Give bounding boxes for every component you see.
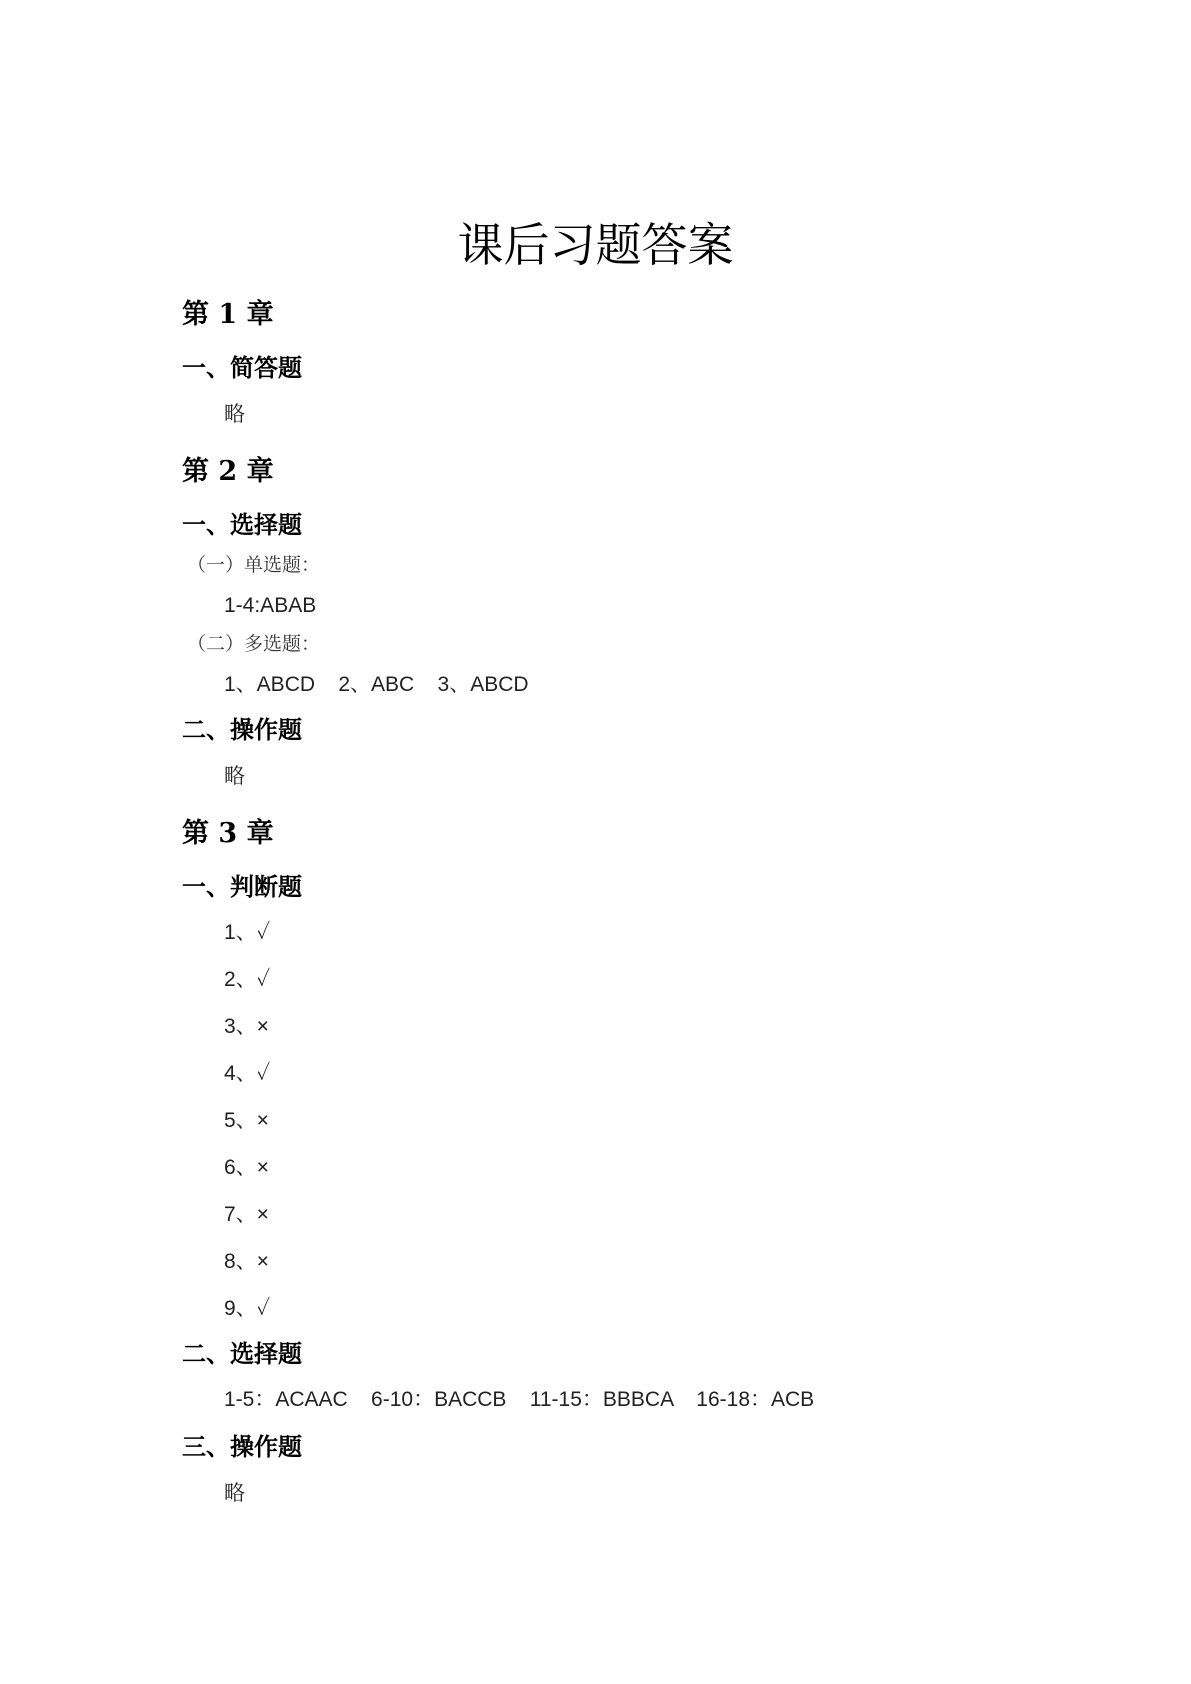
ch3-judgment-item: 9、✓: [224, 1297, 271, 1320]
chapter-1-heading: 第 1 章: [182, 299, 274, 330]
ch3-choice-answer: 1-5：ACAAC 6-10：BACCB 11-15：BBBCA 16-18：ACB: [224, 1388, 815, 1411]
ch3-judgment-item: 5、×: [224, 1109, 269, 1132]
chapter-2-heading: 第 2 章: [182, 456, 274, 487]
ch3-judgment-item: 1、✓: [224, 921, 271, 944]
ch2-single-choice-answer: 1-4:ABAB: [224, 594, 317, 617]
ch2-multi-choice-label: （二）多选题：: [187, 633, 321, 655]
ch2-choice-heading: 一、选择题: [182, 510, 302, 539]
ch3-judgment-item: 2、✓: [224, 968, 271, 991]
ch2-operation-heading: 二、操作题: [182, 715, 302, 744]
ch3-judgment-item: 6、×: [224, 1156, 269, 1179]
ch2-single-choice-label: （一）单选题：: [187, 554, 321, 576]
ch2-multi-choice-answer: 1、ABCD 2、ABC 3、ABCD: [224, 673, 529, 696]
ch1-short-answer-text: 略: [224, 402, 245, 426]
ch2-operation-text: 略: [224, 764, 245, 788]
ch3-judgment-item: 3、×: [224, 1015, 269, 1038]
ch3-operation-heading: 三、操作题: [182, 1432, 302, 1461]
ch3-judgment-heading: 一、判断题: [182, 872, 302, 901]
ch3-operation-text: 略: [224, 1481, 245, 1505]
ch3-judgment-item: 4、✓: [224, 1062, 271, 1085]
chapter-3-heading: 第 3 章: [182, 818, 274, 849]
ch3-judgment-item: 8、×: [224, 1250, 269, 1273]
ch3-judgment-item: 7、×: [224, 1203, 269, 1226]
ch3-choice-heading: 二、选择题: [182, 1339, 302, 1368]
ch1-short-answer-heading: 一、简答题: [182, 353, 302, 382]
document-title: 课后习题答案: [457, 218, 734, 272]
